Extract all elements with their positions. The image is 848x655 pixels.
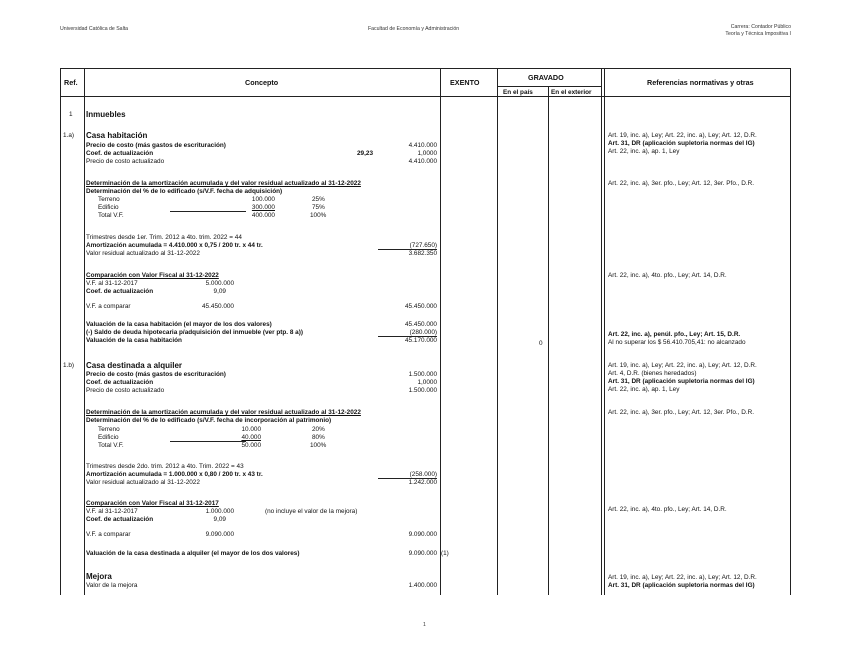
value: 3.682.350 <box>408 250 437 257</box>
value: 300.000 <box>251 204 275 211</box>
label: Amortización acumulada = 4.410.000 x 0,75 / 200 tr. x 44 tr. <box>86 242 263 249</box>
col-exento: EXENTO <box>450 78 480 87</box>
ref-text: Art. 22, inc. a), 3er. pfo., Ley; Art. 12, 3er. Pfo., D.R. <box>608 180 754 187</box>
row-number: 1 <box>69 111 73 118</box>
value: 9,09 <box>213 288 226 295</box>
header-center: Facultad de Economía y Administración <box>368 26 460 32</box>
label: Trimestres desde 2do. trim. 2012 a 4to. Trim. 2022 = 43 <box>86 463 244 470</box>
heading: Comparación con Valor Fiscal al 31-12-2017 <box>86 500 219 507</box>
casa-habitacion-title: Casa habitación <box>86 131 148 140</box>
page-number: 1 <box>423 622 426 628</box>
col-referencias: Referencias normativas y otras <box>647 78 754 87</box>
ref-text: Art. 19, inc. a), Ley; Art. 22, inc. a), Ley; Art. 12, D.R. <box>608 574 757 581</box>
value: 9.090.000 <box>408 531 437 538</box>
ref-text: Art. 31, DR (aplicación supletoria normas del IG) <box>608 582 755 589</box>
label: V.F. al 31-12-2017 <box>86 280 138 287</box>
value: (280.000) <box>409 329 437 336</box>
ref-1a: 1.a) <box>63 132 75 139</box>
mejora-title: Mejora <box>86 572 112 581</box>
ref-text: Art. 31, DR (aplicación supletoria normas del IG) <box>608 140 755 147</box>
label: Valor residual actualizado al 31-12-2022 <box>86 250 200 257</box>
label: V.F. a comparar <box>86 303 131 310</box>
label: Terreno <box>98 196 120 203</box>
value: 25% <box>312 196 325 203</box>
label: Edificio <box>98 434 119 441</box>
subheading: Determinación del % de lo edificado (s/V.F. fecha de adquisición) <box>86 188 283 195</box>
label: V.F. al 31-12-2017 <box>86 508 138 515</box>
label: Precio de costo (más gastos de escrituración) <box>86 142 226 149</box>
value: (727.650) <box>409 242 437 249</box>
value: 1.242.000 <box>408 479 437 486</box>
section-inmuebles: Inmuebles <box>86 110 126 119</box>
value: 75% <box>312 204 325 211</box>
label: Precio de costo actualizado <box>86 158 165 165</box>
col-gravado: GRAVADO <box>528 73 564 82</box>
value: 45.450.000 <box>405 303 437 310</box>
value: 45.450.000 <box>405 321 437 328</box>
value: 20% <box>312 426 325 433</box>
ref-text: Art. 31, DR (aplicación supletoria normas del IG) <box>608 378 755 385</box>
heading: Comparación con Valor Fiscal al 31-12-2022 <box>86 272 219 279</box>
value: 4.410.000 <box>408 158 437 165</box>
value: 100.000 <box>251 196 275 203</box>
ref-text: Al no superar los $ 56.410.705,41: no alcanzado <box>608 339 746 346</box>
label: V.F. a comparar <box>86 531 131 538</box>
value: 50.000 <box>241 442 261 449</box>
value: 80% <box>312 434 325 441</box>
value: 100% <box>310 442 327 449</box>
value: 9.090.000 <box>408 550 437 557</box>
gravado-pais-value: 0 <box>539 340 543 347</box>
value: 29,23 <box>357 150 373 157</box>
ref-text: Art. 19, inc. a), Ley; Art. 22, inc. a), Ley; Art. 12, D.R. <box>608 362 757 369</box>
label: Total V.F. <box>98 212 124 219</box>
heading: Determinación de la amortización acumulada y del valor residual actualizado al 31-12-2022 <box>86 180 361 187</box>
label: Coef. de actualización <box>86 516 154 523</box>
col-concepto: Concepto <box>245 78 279 87</box>
ref-text: Art. 22, inc. a), ap. 1, Ley <box>608 386 680 393</box>
label: Precio de costo actualizado <box>86 387 165 394</box>
label: (-) Saldo de deuda hipotecaria p/adquisición del inmueble (ver ptp. 8 a)) <box>86 329 303 336</box>
value: 400.000 <box>251 212 275 219</box>
label: Edificio <box>98 204 119 211</box>
col-en-el-exterior: En el exterior <box>551 89 592 96</box>
ref-text: Art. 22, inc. a), penúl. pfo., Ley; Art. 15, D.R. <box>608 331 741 338</box>
ref-text: Art. 19, inc. a), Ley; Art. 22, inc. a), Ley; Art. 12, D.R. <box>608 132 757 139</box>
col-en-el-pais: En el país <box>503 89 533 96</box>
header-right-1: Carrera: Contador Público <box>730 24 791 30</box>
label: Terreno <box>98 426 120 433</box>
label: Precio de costo (más gastos de escrituración) <box>86 371 226 378</box>
casa-alquiler-title: Casa destinada a alquiler <box>86 361 183 370</box>
ref-text: Art. 4, D.R. (bienes heredados) <box>608 370 697 377</box>
value: 40.000 <box>241 434 261 441</box>
subheading: Determinación del % de lo edificado (s/V.F. fecha de incorporación al patrimonio) <box>86 417 332 424</box>
value: 1.400.000 <box>408 582 437 589</box>
value: 45.450.000 <box>202 303 234 310</box>
value: 10.000 <box>241 426 261 433</box>
col-ref: Ref. <box>64 78 78 87</box>
ref-text: Art. 22, inc. a), ap. 1, Ley <box>608 148 680 155</box>
label: Coef. de actualización <box>86 150 154 157</box>
heading: Determinación de la amortización acumulada y del valor residual actualizado al 31-12-2022 <box>86 409 361 416</box>
header-left: Universidad Católica de Salta <box>60 26 129 32</box>
value: 1,0000 <box>417 379 437 386</box>
value: 4.410.000 <box>408 142 437 149</box>
label: Coef. de actualización <box>86 288 154 295</box>
value: 1.000.000 <box>205 508 234 515</box>
label: Total V.F. <box>98 442 124 449</box>
label: Valuación de la casa destinada a alquiler (el mayor de los dos valores) <box>86 550 300 557</box>
value: 1,0000 <box>417 150 437 157</box>
ref-1b: 1.b) <box>63 362 75 369</box>
label: Trimestres desde 1er. Trim. 2012 a 4to. trim. 2022 = 44 <box>86 234 242 241</box>
value: 100% <box>310 212 327 219</box>
value: 1.500.000 <box>408 371 437 378</box>
label: Valuación de la casa habitación <box>86 337 182 344</box>
value: 45.170.000 <box>405 337 437 344</box>
ref-text: Art. 22, inc. a), 4to. pfo., Ley; Art. 14, D.R. <box>608 272 727 279</box>
label: Amortización acumulada = 1.000.000 x 0,80 / 200 tr. x 43 tr. <box>86 471 263 478</box>
value: 5.000.000 <box>205 280 234 287</box>
value: 9.090.000 <box>205 531 234 538</box>
label: Valor de la mejora <box>86 582 138 589</box>
value: 1.500.000 <box>408 387 437 394</box>
note: (no incluye el valor de la mejora) <box>265 508 358 515</box>
ref-text: Art. 22, inc. a), 4to. pfo., Ley; Art. 14, D.R. <box>608 506 727 513</box>
header-right-2: Teoría y Técnica Impositiva I <box>725 31 791 37</box>
label: Valor residual actualizado al 31-12-2022 <box>86 479 200 486</box>
label: Valuación de la casa habitación (el mayor de los dos valores) <box>86 321 272 328</box>
footnote-mark: (1) <box>441 550 449 557</box>
ref-text: Art. 22, inc. a), 3er. pfo., Ley; Art. 12, 3er. Pfo., D.R. <box>608 409 754 416</box>
value: (258.000) <box>409 471 437 478</box>
label: Coef. de actualización <box>86 379 154 386</box>
value: 9,09 <box>213 516 226 523</box>
